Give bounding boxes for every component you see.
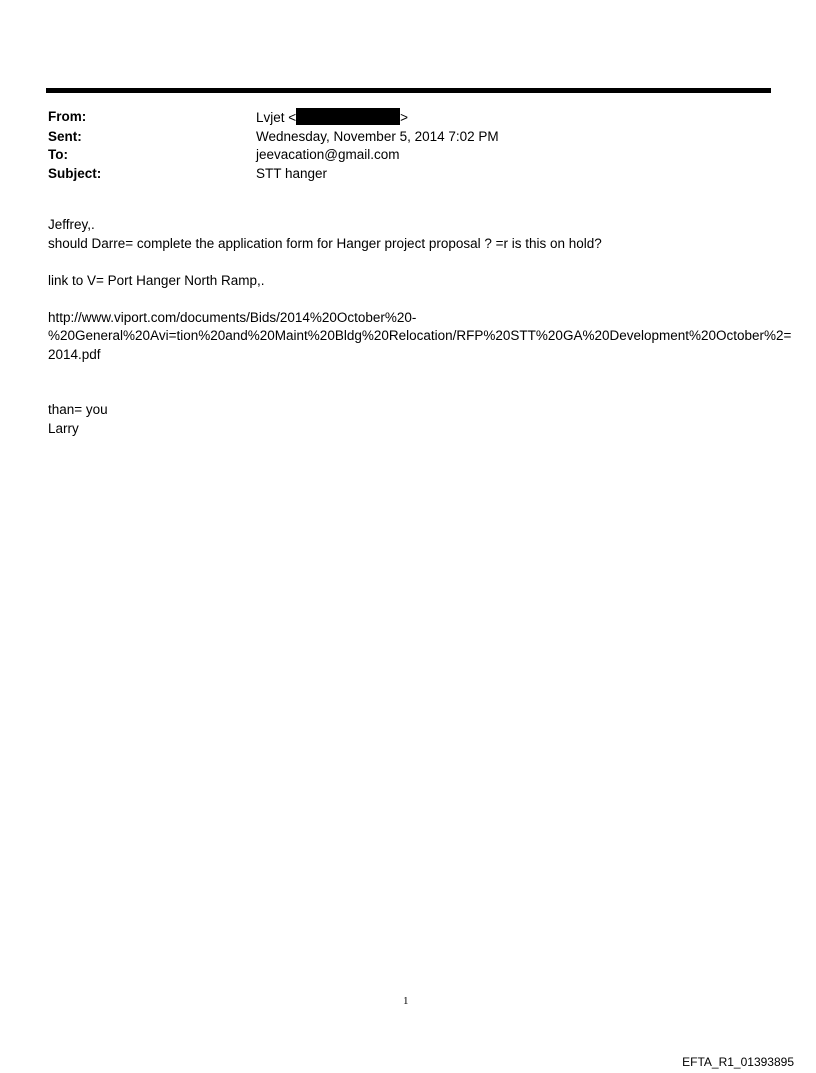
- signature: Larry: [48, 420, 79, 436]
- subject-value: STT hanger: [256, 165, 328, 181]
- email-body: [48, 216, 792, 438]
- url-line: %20General%20Avi=tion%20and%20Maint%20Bldg%20Relocation/RFP%20STT%20GA%20Development%20October%2=: [48, 328, 792, 343]
- sent-row: [48, 128, 748, 147]
- to-row: [48, 146, 748, 165]
- to-value: jeevacation@gmail.com: [256, 147, 400, 162]
- closing: than= you: [48, 402, 108, 417]
- greeting: Jeffrey,.: [48, 217, 95, 232]
- paragraph-spacer: [48, 290, 778, 309]
- paragraph-spacer: [48, 383, 778, 402]
- sent-label: Sent:: [48, 128, 82, 144]
- from-close: >: [400, 110, 409, 125]
- from-value: [256, 108, 748, 128]
- from-row: [48, 108, 748, 128]
- body-line: should Darre= complete the application form for Hanger project proposal ? =r is this on hold?: [48, 235, 602, 251]
- subject-row: [48, 165, 748, 184]
- url-line: 2014.pdf: [48, 346, 101, 362]
- to-label: To:: [48, 147, 68, 162]
- body-line: link to V= Port Hanger North Ramp,.: [48, 272, 265, 288]
- subject-label: Subject:: [48, 165, 102, 181]
- redaction-box: [296, 108, 400, 125]
- paragraph-spacer: [48, 364, 778, 383]
- paragraph-spacer: [48, 253, 778, 272]
- sent-value: Wednesday, November 5, 2014 7:02 PM: [256, 128, 499, 144]
- from-label: From:: [48, 109, 87, 124]
- email-header: [48, 108, 748, 183]
- from-name: Lvjet <: [256, 110, 297, 125]
- url-line: http://www.viport.com/documents/Bids/2014%20October%20-: [48, 309, 417, 325]
- header-divider: [46, 88, 771, 93]
- bates-number: EFTA_R1_01393895: [682, 1055, 794, 1069]
- page-number: 1: [403, 995, 409, 1007]
